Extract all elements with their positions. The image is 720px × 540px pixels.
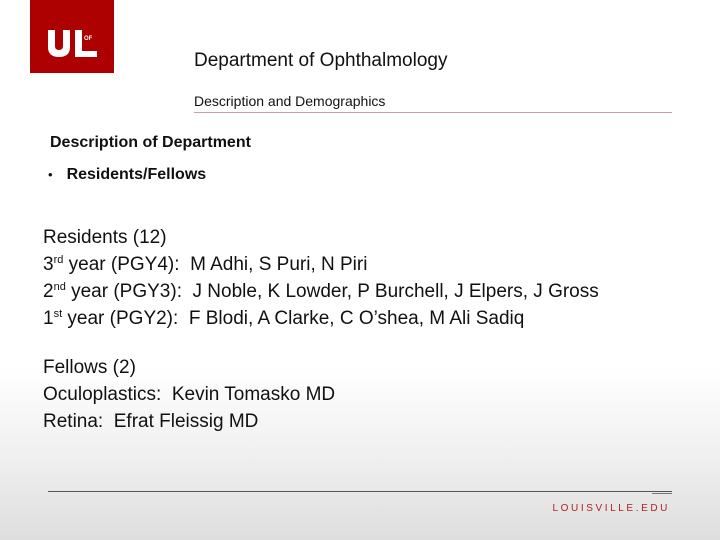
bullet-item: [48, 166, 206, 184]
university-logo: [30, 0, 114, 73]
footer-divider-accent: [652, 493, 672, 494]
residents-block: [43, 224, 599, 332]
residents-row-pgy3: 2nd year (PGY3): J Noble, K Lowder, P Burchell, J Elpers, J Gross: [43, 281, 599, 302]
fellows-heading: Fellows (2): [43, 357, 136, 378]
residents-heading: Residents (12): [43, 227, 167, 248]
fellows-row-oculoplastics: Oculoplastics: Kevin Tomasko MD: [43, 384, 336, 405]
page-title: Department of Ophthalmology: [194, 50, 448, 71]
fellows-block: [43, 354, 335, 435]
residents-row-pgy2: 1st year (PGY2): F Blodi, A Clarke, C O’shea, M Ali Sadiq: [43, 308, 525, 329]
section-subtitle: Description and Demographics: [194, 93, 386, 109]
bullet-dot-icon: •: [48, 167, 53, 182]
footer-url-link[interactable]: LOUISVILLE.EDU: [552, 503, 670, 514]
fellows-row-retina: Retina: Efrat Fleissig MD: [43, 411, 259, 432]
subtitle-divider: [194, 112, 672, 113]
description-heading: Description of Department: [50, 134, 251, 151]
residents-row-pgy4: 3rd year (PGY4): M Adhi, S Puri, N Piri: [43, 254, 368, 275]
ul-logo-icon: [30, 0, 114, 73]
bullet-label: Residents/Fellows: [66, 166, 207, 183]
footer-divider: [48, 491, 672, 492]
logo-small-text: OF: [84, 36, 93, 42]
